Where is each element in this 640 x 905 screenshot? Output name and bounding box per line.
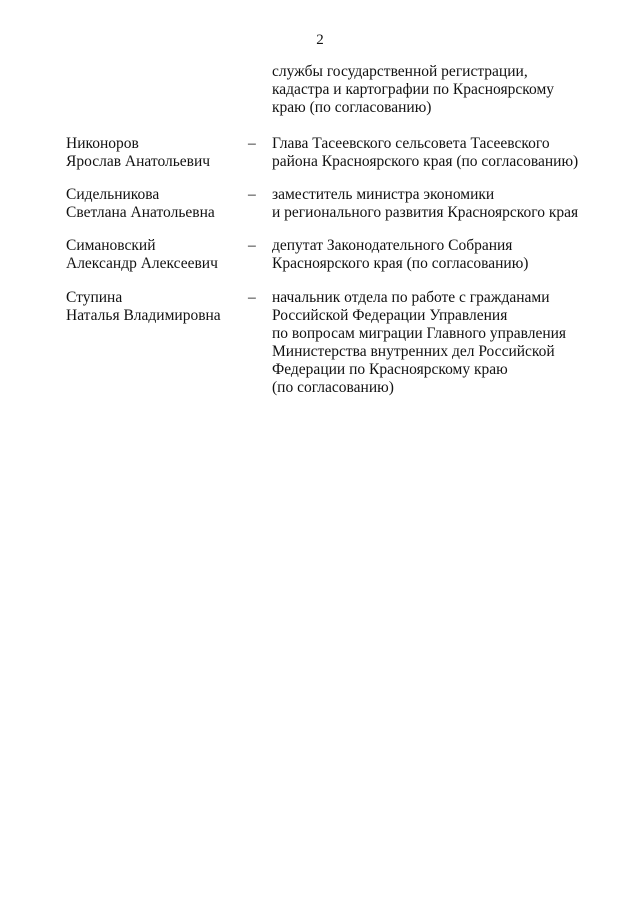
member-surname: Ступина [66, 289, 123, 306]
position-line: Российской Федерации Управления [272, 307, 508, 324]
position-line: Министерства внутренних дел Российской [272, 343, 555, 360]
position-line: заместитель министра экономики [272, 186, 495, 203]
dash-separator: – [248, 237, 256, 254]
member-given-name: Светлана Анатольевна [66, 204, 215, 221]
member-position [272, 289, 612, 397]
continuation-line: краю (по согласованию) [272, 99, 432, 116]
page-number: 2 [316, 32, 324, 48]
dash-separator: – [248, 289, 256, 306]
position-line: по вопросам миграции Главного управления [272, 325, 567, 342]
member-name [66, 289, 246, 325]
member-surname: Симановский [66, 237, 156, 254]
position-line: начальник отдела по работе с гражданами [272, 289, 550, 306]
member-position [272, 135, 612, 171]
position-line: (по согласованию) [272, 379, 394, 396]
position-line: депутат Законодательного Собрания [272, 237, 513, 254]
position-line: Глава Тасеевского сельсовета Тасеевского [272, 135, 550, 152]
member-given-name: Наталья Владимировна [66, 307, 221, 324]
member-given-name: Александр Алексеевич [66, 255, 218, 272]
member-name [66, 237, 246, 273]
member-name [66, 186, 246, 222]
member-surname: Сидельникова [66, 186, 160, 203]
dash-separator: – [248, 135, 256, 152]
continuation-text [272, 63, 612, 117]
member-surname: Никоноров [66, 135, 139, 152]
position-line: и регионального развития Красноярского края [272, 204, 579, 221]
continuation-line: кадастра и картографии по Красноярскому [272, 81, 555, 98]
position-line: Федерации по Красноярскому краю [272, 361, 508, 378]
member-given-name: Ярослав Анатольевич [66, 153, 211, 170]
dash-separator: – [248, 186, 256, 203]
position-line: Красноярского края (по согласованию) [272, 255, 529, 272]
continuation-line: службы государственной регистрации, [272, 63, 528, 80]
member-name [66, 135, 246, 171]
member-position [272, 186, 612, 222]
position-line: района Красноярского края (по согласованию) [272, 153, 579, 170]
member-position [272, 237, 612, 273]
